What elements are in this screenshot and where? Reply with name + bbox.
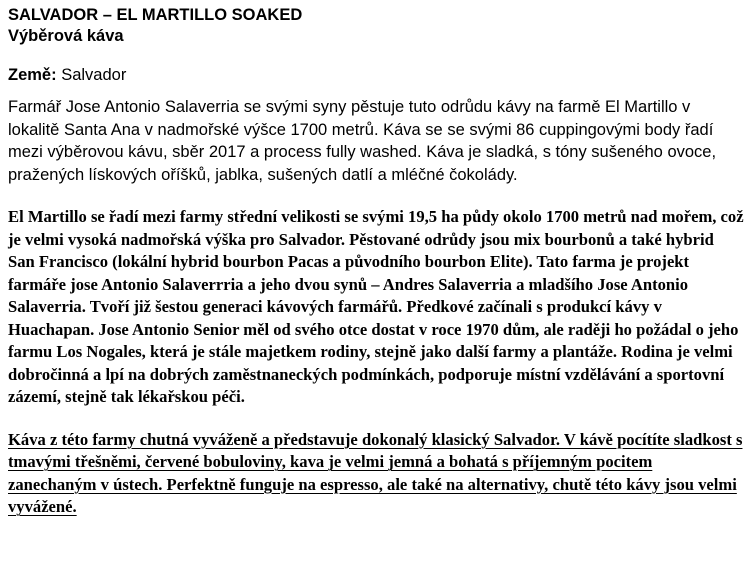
- taste-paragraph-text: Káva z této farmy chutná vyváženě a představuje dokonalý klasický Salvador. V kávě pocítíte sladkost s tmavými třešněmi, červené bobuloviny, kava je velmi jemná a bohatá s příjemným pocitem zanechaným v ústech. Perfektně funguje na espresso, ale také na alternativy, chutě této kávy jsou velmi vyvážené.: [8, 429, 743, 516]
- product-title: SALVADOR – EL MARTILLO SOAKED: [8, 6, 303, 24]
- taste-paragraph: [8, 429, 744, 519]
- country-value: Salvador: [56, 66, 127, 84]
- product-subtitle: Výběrová káva: [8, 27, 124, 45]
- product-description: [8, 6, 744, 519]
- country-line: [8, 66, 744, 85]
- intro-paragraph: Farmář Jose Antonio Salaverria se svými syny pěstuje tuto odrůdu kávy na farmě El Martillo v lokalitě Santa Ana v nadmořské výšce 1700 metrů. Káva se se svými 86 cuppingovými body řadí mezi výběrovou kávu, sběr 2017 a process fully washed. Káva je sladká, s tóny sušeného ovoce, pražených lískových oříšků, jablka, sušených datlí a mléčné čokolády.: [8, 98, 717, 184]
- country-label: Země:: [8, 66, 57, 84]
- farm-paragraph: El Martillo se řadí mezi farmy střední velikosti se svými 19,5 ha půdy okolo 1700 metrů nad mořem, což je velmi vysoká nadmořská výška pro Salvador. Pěstované odrůdy jsou mix bourbonů a také hybrid San Francisco (lokální hybrid bourbon Pacas a původního bourbon Elite). Tato farma je projekt farmáře jose Antonio Salaverrria a jeho dvou synů – Andres Salaverria a mladšího Jose Antonio Salaverria. Tvoří již šestou generaci kávových farmářů. Předkové začínali s produkcí kávy v Huachapan. Jose Antonio Senior měl od svého otce dostat v roce 1970 dům, ale raději ho požádal o jeho farmu Los Nogales, která je stále majetkem rodiny, stejně jako další farmy a plantáže. Rodina je velmi dobročinná a lpí na dobrých zaměstnaneckých podmínkách, podporuje místní vzdělávání a sportovní zázemí, stejně tak lékařskou péči.: [8, 207, 744, 406]
